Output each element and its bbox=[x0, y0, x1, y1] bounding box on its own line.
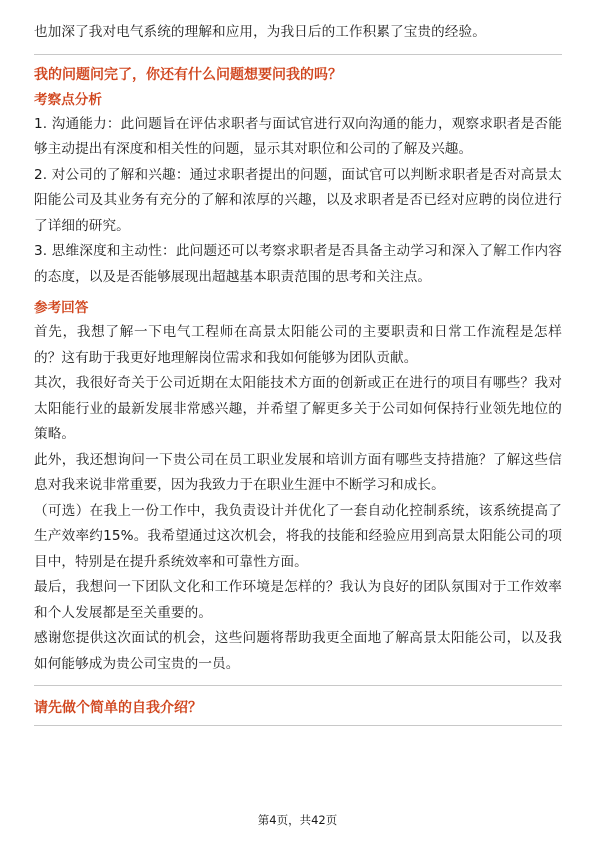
divider bbox=[34, 725, 562, 726]
answer-paragraph: 最后，我想问一下团队文化和工作环境是怎样的？我认为良好的团队氛围对于工作效率和个人发展都是至关重要的。 bbox=[34, 579, 562, 621]
analysis-item: 3. 思维深度和主动性：此问题还可以考察求职者是否具备主动学习和深入了解工作内容的态度，以及是否能够展现出超越基本职责范围的思考和关注点。 bbox=[34, 243, 562, 285]
answer-paragraph: 此外，我还想询问一下贵公司在员工职业发展和培训方面有哪些支持措施？了解这些信息对我来说非常重要，因为我致力于在职业生涯中不断学习和成长。 bbox=[34, 451, 562, 493]
answer-paragraph: 其次，我很好奇关于公司近期在太阳能技术方面的创新或正在进行的项目有哪些？我对太阳能行业的最新发展非常感兴趣，并希望了解更多关于公司如何保持行业领先地位的策略。 bbox=[34, 375, 562, 442]
intro-tail-text: 也加深了我对电气系统的理解和应用，为我日后的工作积累了宝贵的经验。 bbox=[34, 24, 486, 40]
next-question-title: 请先做个简单的自我介绍？ bbox=[34, 700, 202, 716]
question-title: 我的问题问完了，你还有什么问题想要问我的吗？ bbox=[34, 66, 342, 83]
analysis-item: 2. 对公司的了解和兴趣：通过求职者提出的问题，面试官可以判断求职者是否对高景太阳能公司及其业务有充分的了解和浓厚的兴趣，以及求职者是否已经对应聘的岗位进行了详细的研究。 bbox=[34, 166, 562, 234]
answer-heading: 参考回答 bbox=[34, 300, 89, 316]
answer-paragraph: 感谢您提供这次面试的机会，这些问题将帮助我更全面地了解高景太阳能公司，以及我如何能够成为贵公司宝贵的一员。 bbox=[34, 630, 562, 672]
analysis-heading: 考察点分析 bbox=[34, 91, 102, 108]
analysis-item: 1. 沟通能力：此问题旨在评估求职者与面试官进行双向沟通的能力，观察求职者是否能够主动提出有深度和相关性的问题，显示其对职位和公司的了解及兴趣。 bbox=[34, 115, 562, 157]
answer-paragraph: 首先，我想了解一下电气工程师在高景太阳能公司的主要职责和日常工作流程是怎样的？这有助于我更好地理解岗位需求和我如何能够为团队贡献。 bbox=[34, 324, 562, 366]
answer-paragraph: （可选）在我上一份工作中，我负责设计并优化了一套自动化控制系统，该系统提高了生产效率约15%。我希望通过这次机会，将我的技能和经验应用到高景太阳能公司的项目中，特别是在提升系统效率和可靠性方面。 bbox=[34, 502, 562, 570]
page-number: 第4页，共42页 bbox=[257, 813, 338, 827]
document-page bbox=[34, 0, 562, 726]
